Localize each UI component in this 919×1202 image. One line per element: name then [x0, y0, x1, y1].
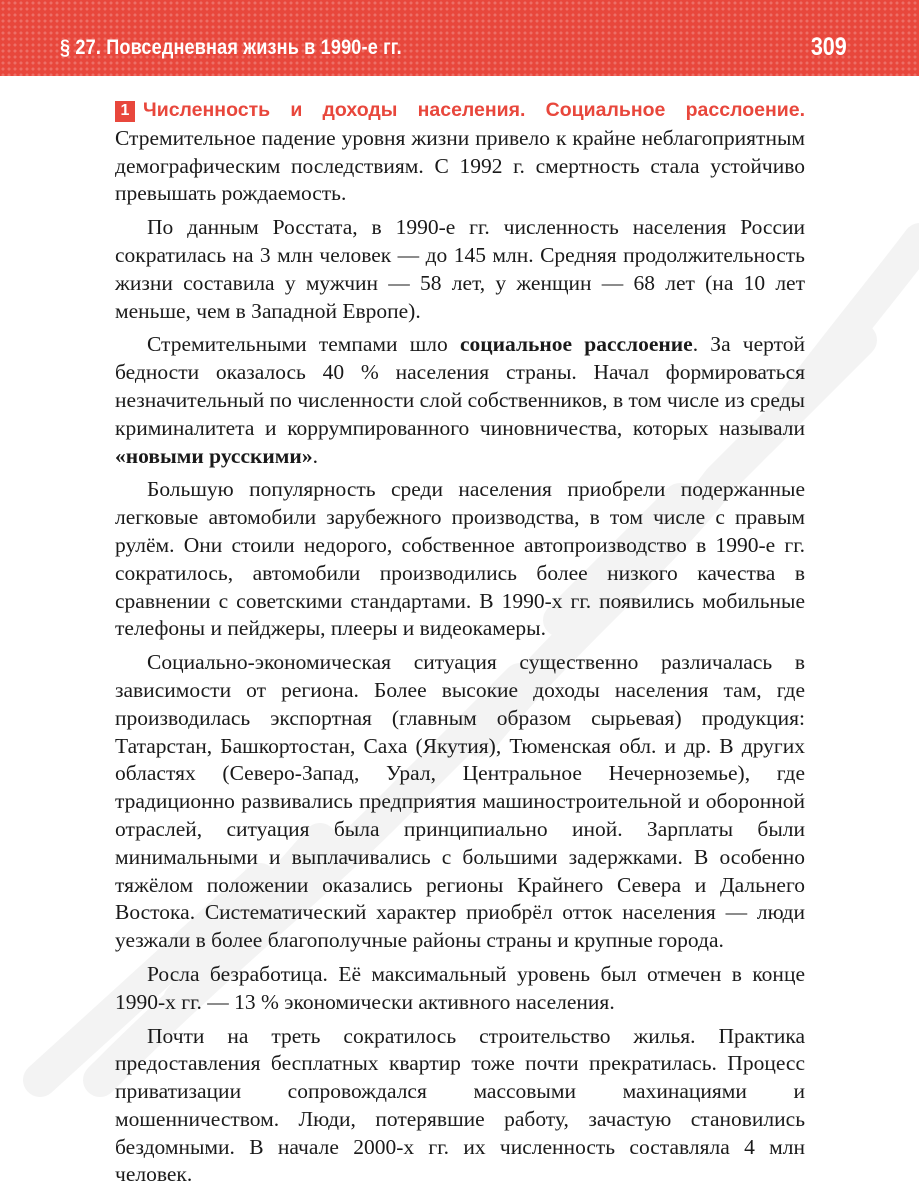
page-body	[115, 96, 805, 1189]
chapter-title: § 27. Повседневная жизнь в 1990-е гг.	[60, 36, 402, 59]
paragraph-2: По данным Росстата, в 1990-е гг. численность населения России сократилась на 3 млн человек — до 145 млн. Средняя продолжительность жизни составила у мужчин — 58 лет, у женщин — 68 лет (на 10 лет меньше, чем в Западной Европе).	[115, 215, 805, 323]
paragraph-3-text-c: .	[312, 443, 318, 468]
key-term-social-stratification: социальное расслоение	[459, 332, 693, 357]
paragraph-5: Социально-экономическая ситуация существенно различалась в зависимости от региона. Более высокие доходы населения там, где производилась экспортная (главным образом сырьевая) продукция: Татарстан, Башкортостан, Саха (Якутия), Тюменская обл. и др. В других областях (Северо-Запад, Урал, Центральное Нечерноземье), где традиционно развивались предприятия машиностроительной и оборонной отраслей, ситуация была принципиально иной. Зарплаты были минимальными и выплачивались с большими задержками. В особенно тяжёлом положении оказались регионы Крайнего Севера и Дальнего Востока. Систематический характер приобрёл отток населения — люди уезжали в более благополучные районы страны и крупные города.	[115, 650, 805, 953]
page-header	[0, 0, 919, 76]
section-heading: Численность и доходы населения. Социальное расслоение.	[143, 99, 805, 121]
section-number-badge: 1	[115, 101, 135, 122]
paragraph-1-text: Стремительное падение уровня жизни привело к крайне неблагоприятным демографическим последствиям. С 1992 г. смертность стала устойчиво превышать рождаемость.	[115, 125, 805, 206]
paragraph-7: Почти на треть сократилось строительство жилья. Практика предоставления бесплатных квартир тоже почти прекратилась. Процесс приватизации сопровождался массовыми махинациями и мошенничеством. Люди, потерявшие работу, зачастую становились бездомными. В начале 2000-х гг. их численность составляла 4 млн человек.	[115, 1023, 805, 1187]
key-term-new-russians: «новыми русскими»	[115, 443, 313, 468]
paragraph-1	[115, 96, 805, 208]
paragraph-3-text-a: Стремительными темпами шло	[147, 332, 460, 357]
paragraph-6: Росла безработица. Её максимальный уровень был отмечен в конце 1990-х гг. — 13 % экономически активного населения.	[115, 961, 805, 1014]
paragraph-3-text-b: . За чертой бедности оказалось 40 % населения страны. Начал формироваться незначительный по численности слой собственников, в том числе из среды криминалитета и коррумпированного чиновничества, которых называли	[115, 332, 805, 440]
paragraph-4: Большую популярность среди населения приобрели подержанные легковые автомобили зарубежного производства, в том числе с правым рулём. Они стоили недорого, собственное автопроизводство в 1990-е гг. сократилось, автомобили производились более низкого качества в сравнении с советскими стандартами. В 1990-х гг. появились мобильные телефоны и пейджеры, плееры и видеокамеры.	[115, 477, 805, 641]
paragraph-3	[115, 331, 805, 470]
page-number: 309	[811, 33, 847, 61]
